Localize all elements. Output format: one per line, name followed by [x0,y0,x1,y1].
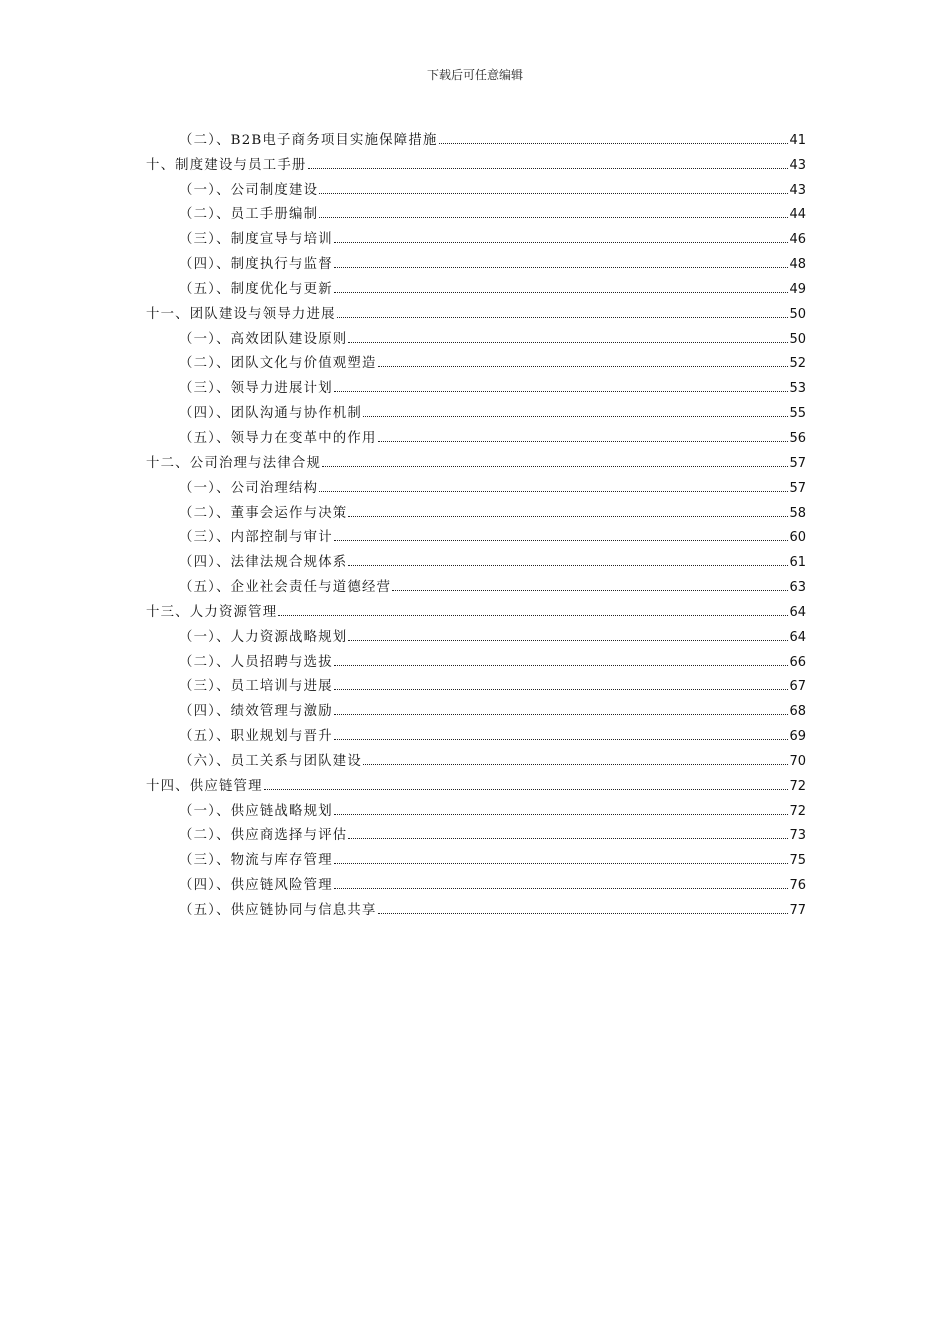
toc-section-entry[interactable] [146,673,806,698]
toc-page-number: 44 [789,207,806,223]
toc-chapter-entry[interactable] [146,300,806,325]
toc-section-entry[interactable] [146,225,806,250]
toc-entry-title: 十三、人力资源管理 [146,604,278,620]
toc-section-entry[interactable] [146,350,806,375]
toc-section-entry[interactable] [146,896,806,921]
toc-page-number: 64 [789,604,806,620]
toc-page-number: 69 [789,729,806,745]
toc-entry-title: （四）、团队沟通与协作机制 [179,406,362,422]
toc-entry-title: （五）、供应链协同与信息共享 [179,903,377,918]
toc-page-number: 50 [789,331,806,347]
toc-page-number: 55 [789,406,806,422]
toc-entry-title: （三）、员工培训与进展 [179,679,333,695]
toc-entry-title: （五）、领导力在变革中的作用 [179,430,377,446]
toc-section-entry[interactable] [146,126,806,151]
toc-dot-leader [334,292,789,293]
toc-section-entry[interactable] [146,176,806,201]
toc-dot-leader [348,342,788,343]
toc-entry-title: （二）、董事会运作与决策 [179,505,348,521]
toc-page-number: 75 [789,853,806,869]
toc-page-number: 46 [789,232,806,248]
toc-section-entry[interactable] [146,325,806,350]
toc-page-number: 70 [789,753,806,769]
toc-section-entry[interactable] [146,499,806,524]
toc-dot-leader [348,838,788,839]
toc-entry-title: （五）、职业规划与晋升 [179,729,333,745]
toc-section-entry[interactable] [146,424,806,449]
toc-dot-leader [378,913,789,914]
toc-entry-title: （三）、领导力进展计划 [179,381,333,397]
toc-section-entry[interactable] [146,524,806,549]
toc-page-number: 48 [789,257,806,273]
toc-entry-title: 十四、供应链管理 [146,778,263,794]
toc-entry-title: （四）、供应链风险管理 [179,878,333,894]
toc-dot-leader [334,267,789,268]
toc-section-entry[interactable] [146,374,806,399]
toc-dot-leader [334,814,789,815]
toc-entry-title: （一）、公司治理结构 [179,480,319,496]
toc-section-entry[interactable] [146,747,806,772]
toc-dot-leader [363,416,788,417]
table-of-contents [146,126,806,921]
toc-page-number: 58 [789,505,806,521]
toc-section-entry[interactable] [146,250,806,275]
toc-dot-leader [334,391,789,392]
toc-entry-title: 十、制度建设与员工手册 [146,157,307,173]
toc-dot-leader [334,714,789,715]
toc-page-number: 76 [789,878,806,894]
toc-dot-leader [337,317,789,318]
toc-entry-title: （六）、员工关系与团队建设 [179,753,362,769]
toc-page-number: 61 [789,555,806,571]
toc-entry-title: （二）、员工手册编制 [179,207,319,223]
toc-page-number: 56 [789,430,806,446]
toc-dot-leader [334,689,789,690]
toc-entry-title: （四）、法律法规合规体系 [179,555,348,571]
toc-section-entry[interactable] [146,275,806,300]
toc-section-entry[interactable] [146,797,806,822]
toc-dot-leader [439,143,789,144]
toc-dot-leader [264,789,789,790]
toc-chapter-entry[interactable] [146,598,806,623]
toc-section-entry[interactable] [146,648,806,673]
toc-section-entry[interactable] [146,573,806,598]
toc-page-number: 57 [789,480,806,496]
toc-section-entry[interactable] [146,722,806,747]
toc-chapter-entry[interactable] [146,449,806,474]
toc-dot-leader [334,739,789,740]
toc-section-entry[interactable] [146,201,806,226]
toc-entry-title: （五）、制度优化与更新 [179,281,333,297]
toc-dot-leader [348,565,788,566]
toc-page-number: 43 [789,182,806,198]
toc-dot-leader [392,590,788,591]
toc-entry-title: （一）、人力资源战略规划 [179,629,348,645]
toc-entry-title: （四）、制度执行与监督 [179,257,333,273]
toc-chapter-entry[interactable] [146,151,806,176]
toc-page-number: 64 [789,629,806,645]
toc-entry-title: （一）、供应链战略规划 [179,803,333,819]
toc-page-number: 43 [789,157,806,173]
toc-dot-leader [378,441,789,442]
toc-section-entry[interactable] [146,623,806,648]
toc-chapter-entry[interactable] [146,772,806,797]
toc-page-number: 73 [789,828,806,844]
toc-dot-leader [278,615,788,616]
toc-dot-leader [378,366,789,367]
toc-entry-title: （四）、绩效管理与激励 [179,704,333,720]
toc-dot-leader [334,242,789,243]
toc-page-number: 49 [789,281,806,297]
toc-entry-title: （二）、人员招聘与选拔 [179,654,333,670]
toc-entry-title: 十一、团队建设与领导力进展 [146,306,336,322]
toc-dot-leader [308,168,789,169]
toc-entry-title: 十二、公司治理与法律合规 [146,455,322,471]
toc-dot-leader [319,193,788,194]
toc-page-number: 53 [789,381,806,397]
toc-page-number: 67 [789,679,806,695]
toc-dot-leader [334,540,789,541]
toc-page-number: 52 [789,356,806,372]
toc-section-entry[interactable] [146,697,806,722]
toc-page-number: 72 [789,778,806,794]
toc-entry-title: （一）、高效团队建设原则 [179,331,348,347]
toc-page-number: 60 [789,530,806,546]
toc-page-number: 41 [789,132,806,148]
toc-page-number: 63 [789,580,806,596]
toc-page-number: 66 [789,654,806,670]
toc-page-number: 50 [789,306,806,322]
toc-page-number: 57 [789,455,806,471]
toc-section-entry[interactable] [146,399,806,424]
toc-page-number: 72 [789,803,806,819]
toc-entry-title: （一）、公司制度建设 [179,182,319,198]
toc-page-number: 68 [789,704,806,720]
toc-entry-title: （三）、内部控制与审计 [179,530,333,546]
toc-entry-title: （三）、制度宣导与培训 [179,232,333,248]
toc-section-entry[interactable] [146,846,806,871]
toc-dot-leader [319,491,788,492]
toc-entry-title: （二）、供应商选择与评估 [179,828,348,844]
toc-dot-leader [348,640,788,641]
toc-entry-title: （二）、团队文化与价值观塑造 [179,356,377,372]
toc-dot-leader [334,863,789,864]
toc-entry-title: （五）、企业社会责任与道德经营 [179,580,392,596]
toc-dot-leader [334,888,789,889]
toc-dot-leader [348,516,788,517]
toc-page-number: 77 [789,903,806,918]
toc-dot-leader [319,217,788,218]
toc-dot-leader [363,764,788,765]
toc-dot-leader [322,466,788,467]
toc-entry-title: （三）、物流与库存管理 [179,853,333,869]
toc-section-entry[interactable] [146,548,806,573]
toc-section-entry[interactable] [146,474,806,499]
toc-section-entry[interactable] [146,871,806,896]
page-header: 下载后可任意编辑 [426,68,523,82]
toc-entry-title: （二）、B2B电子商务项目实施保障措施 [179,132,438,148]
toc-dot-leader [334,665,789,666]
toc-section-entry[interactable] [146,822,806,847]
